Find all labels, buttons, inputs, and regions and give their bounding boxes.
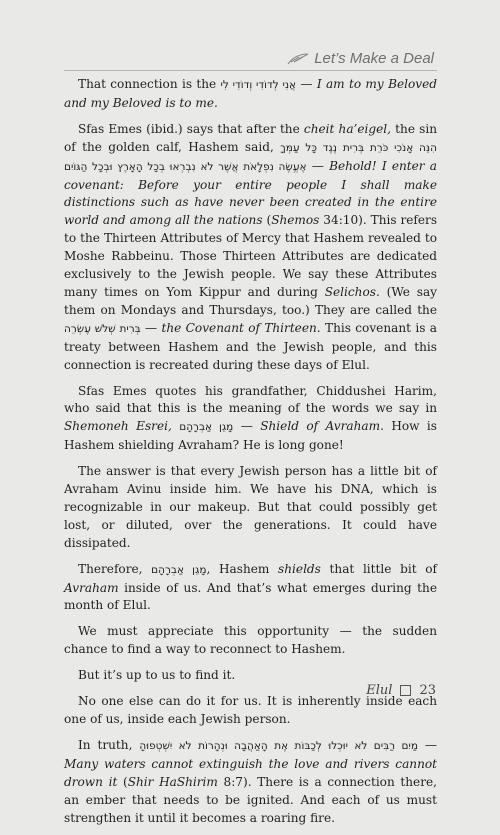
- text: Therefore,: [78, 561, 152, 576]
- translation: the Covenant of Thirteen.: [161, 320, 321, 335]
- text: inside of us. And that’s what emerges during the month of Elul.: [64, 580, 437, 613]
- translation: Behold! I enter a covenant: Before your entire people I shall make distinctions such as have never been created in the entire world and among all the nations: [64, 158, 437, 228]
- paragraph-7: But it’s up to us to find it.: [78, 668, 236, 683]
- hebrew-phrase: מַיִם רַבִּים לֹא יוּכְלוּ לְכַבּוֹת אֶת הָאַהֲבָה וּנְהָרוֹת לֹא יִשְׁטְפוּהָ: [139, 739, 418, 752]
- source: Shir HaShirim: [127, 774, 218, 789]
- text: —: [417, 737, 437, 752]
- translation: Many waters cannot extinguish the love and rivers cannot drown it: [64, 756, 437, 789]
- hebrew-phrase: בְּרִית שְׁלֹשׁ עֶשְׂרֵה: [64, 322, 141, 335]
- hebrew-phrase: הִנֵּה אָנֹכִי כֹּרֵת בְּרִית נֶגֶד כָּל עַמְּךָ אֶעֱשֶׂה נִפְלָאֹת אֲשֶׁר לֹא נִבְרְאוּ בְכָל הָאָרֶץ וּבְכָל הַגּוֹיִם: [64, 141, 437, 173]
- paragraph-5: [64, 561, 437, 616]
- hebrew-phrase: מָגֵן אַבְרָהָם: [179, 421, 234, 434]
- paragraph-2: [64, 121, 437, 375]
- translation: I am to my Beloved and my Beloved is to me.: [64, 77, 437, 110]
- page-number: 23: [419, 683, 436, 698]
- text: —: [140, 320, 162, 335]
- emphasis: Avraham: [64, 580, 119, 595]
- term: Shemoneh Esrei,: [64, 419, 172, 434]
- page-footer: [366, 683, 436, 698]
- text: In truth,: [78, 737, 140, 752]
- text: Sfas Emes (ibid.) says that after the: [78, 121, 304, 136]
- text: 8:7). There is a connection there, an ember that needs to be ignited. And each of us must strengthen it until it becomes a roaring fire.: [64, 774, 437, 825]
- text: —: [233, 419, 261, 434]
- text: the sin of the golden calf, Hashem said,: [64, 121, 438, 154]
- square-icon: [400, 685, 411, 696]
- paragraph-4: The answer is that every Jewish person has a little bit of Avraham Avinu inside him. We have his DNA, which is recognizable in our makeup. But that could possibly get lost, or diluted, over the generations. It could have dissipated.: [64, 464, 437, 550]
- text: This covenant is a treaty between Hashem and the Jewish people, and this connection is recreated during these days of Elul.: [64, 320, 437, 372]
- text: —: [296, 77, 317, 91]
- term: Selichos.: [324, 284, 380, 299]
- text: That connection is the: [78, 77, 221, 91]
- text: (: [117, 774, 128, 789]
- paragraph-3: [64, 383, 437, 456]
- text: . How is Hashem shielding Avraham? He is long gone!: [64, 419, 437, 453]
- paragraph-6: We must appreciate this opportunity — the sudden chance to find a way to reconnect to Hashem.: [64, 624, 437, 657]
- footer-section: Elul: [366, 683, 393, 698]
- running-title: Let’s Make a Deal: [314, 50, 434, 67]
- term: cheit ha’eigel,: [303, 121, 392, 136]
- quill-icon: [287, 53, 309, 65]
- hebrew-phrase: אֲנִי לְדוֹדִי וְדוֹדִי לִי: [220, 79, 297, 91]
- running-head: [287, 50, 434, 67]
- text: , Hashem: [206, 561, 279, 576]
- paragraph-8: No one else can do it for us. It is inherently inside each one of us, inside each Jewish person.: [64, 694, 437, 726]
- header-rule: [64, 70, 437, 71]
- translation: Shield of Avraham: [260, 419, 381, 434]
- paragraph-1: [64, 76, 437, 113]
- source: Shemos: [271, 213, 320, 228]
- body-text: [64, 76, 437, 835]
- text: —: [306, 158, 330, 173]
- text: (We say them on Mondays and Thursdays, too.) They are called the: [64, 284, 437, 317]
- paragraph-9: [64, 737, 437, 828]
- text: that little bit of: [320, 561, 437, 576]
- text: 34:10). This refers to the Thirteen Attributes of Mercy that Hashem revealed to Moshe Rabbeinu. Those Thirteen Attributes are dedicated exclusively to the Jewish people. We say these Attributes many times on Yom Kippur and during: [64, 213, 438, 299]
- hebrew-phrase: מָגֵן אַבְרָהָם: [151, 563, 207, 576]
- text: Sfas Emes quotes his grandfather, Chiddushei Harim, who said that this is the meaning of the words we say in: [64, 383, 437, 416]
- text: (: [262, 213, 272, 228]
- emphasis: shields: [278, 561, 321, 576]
